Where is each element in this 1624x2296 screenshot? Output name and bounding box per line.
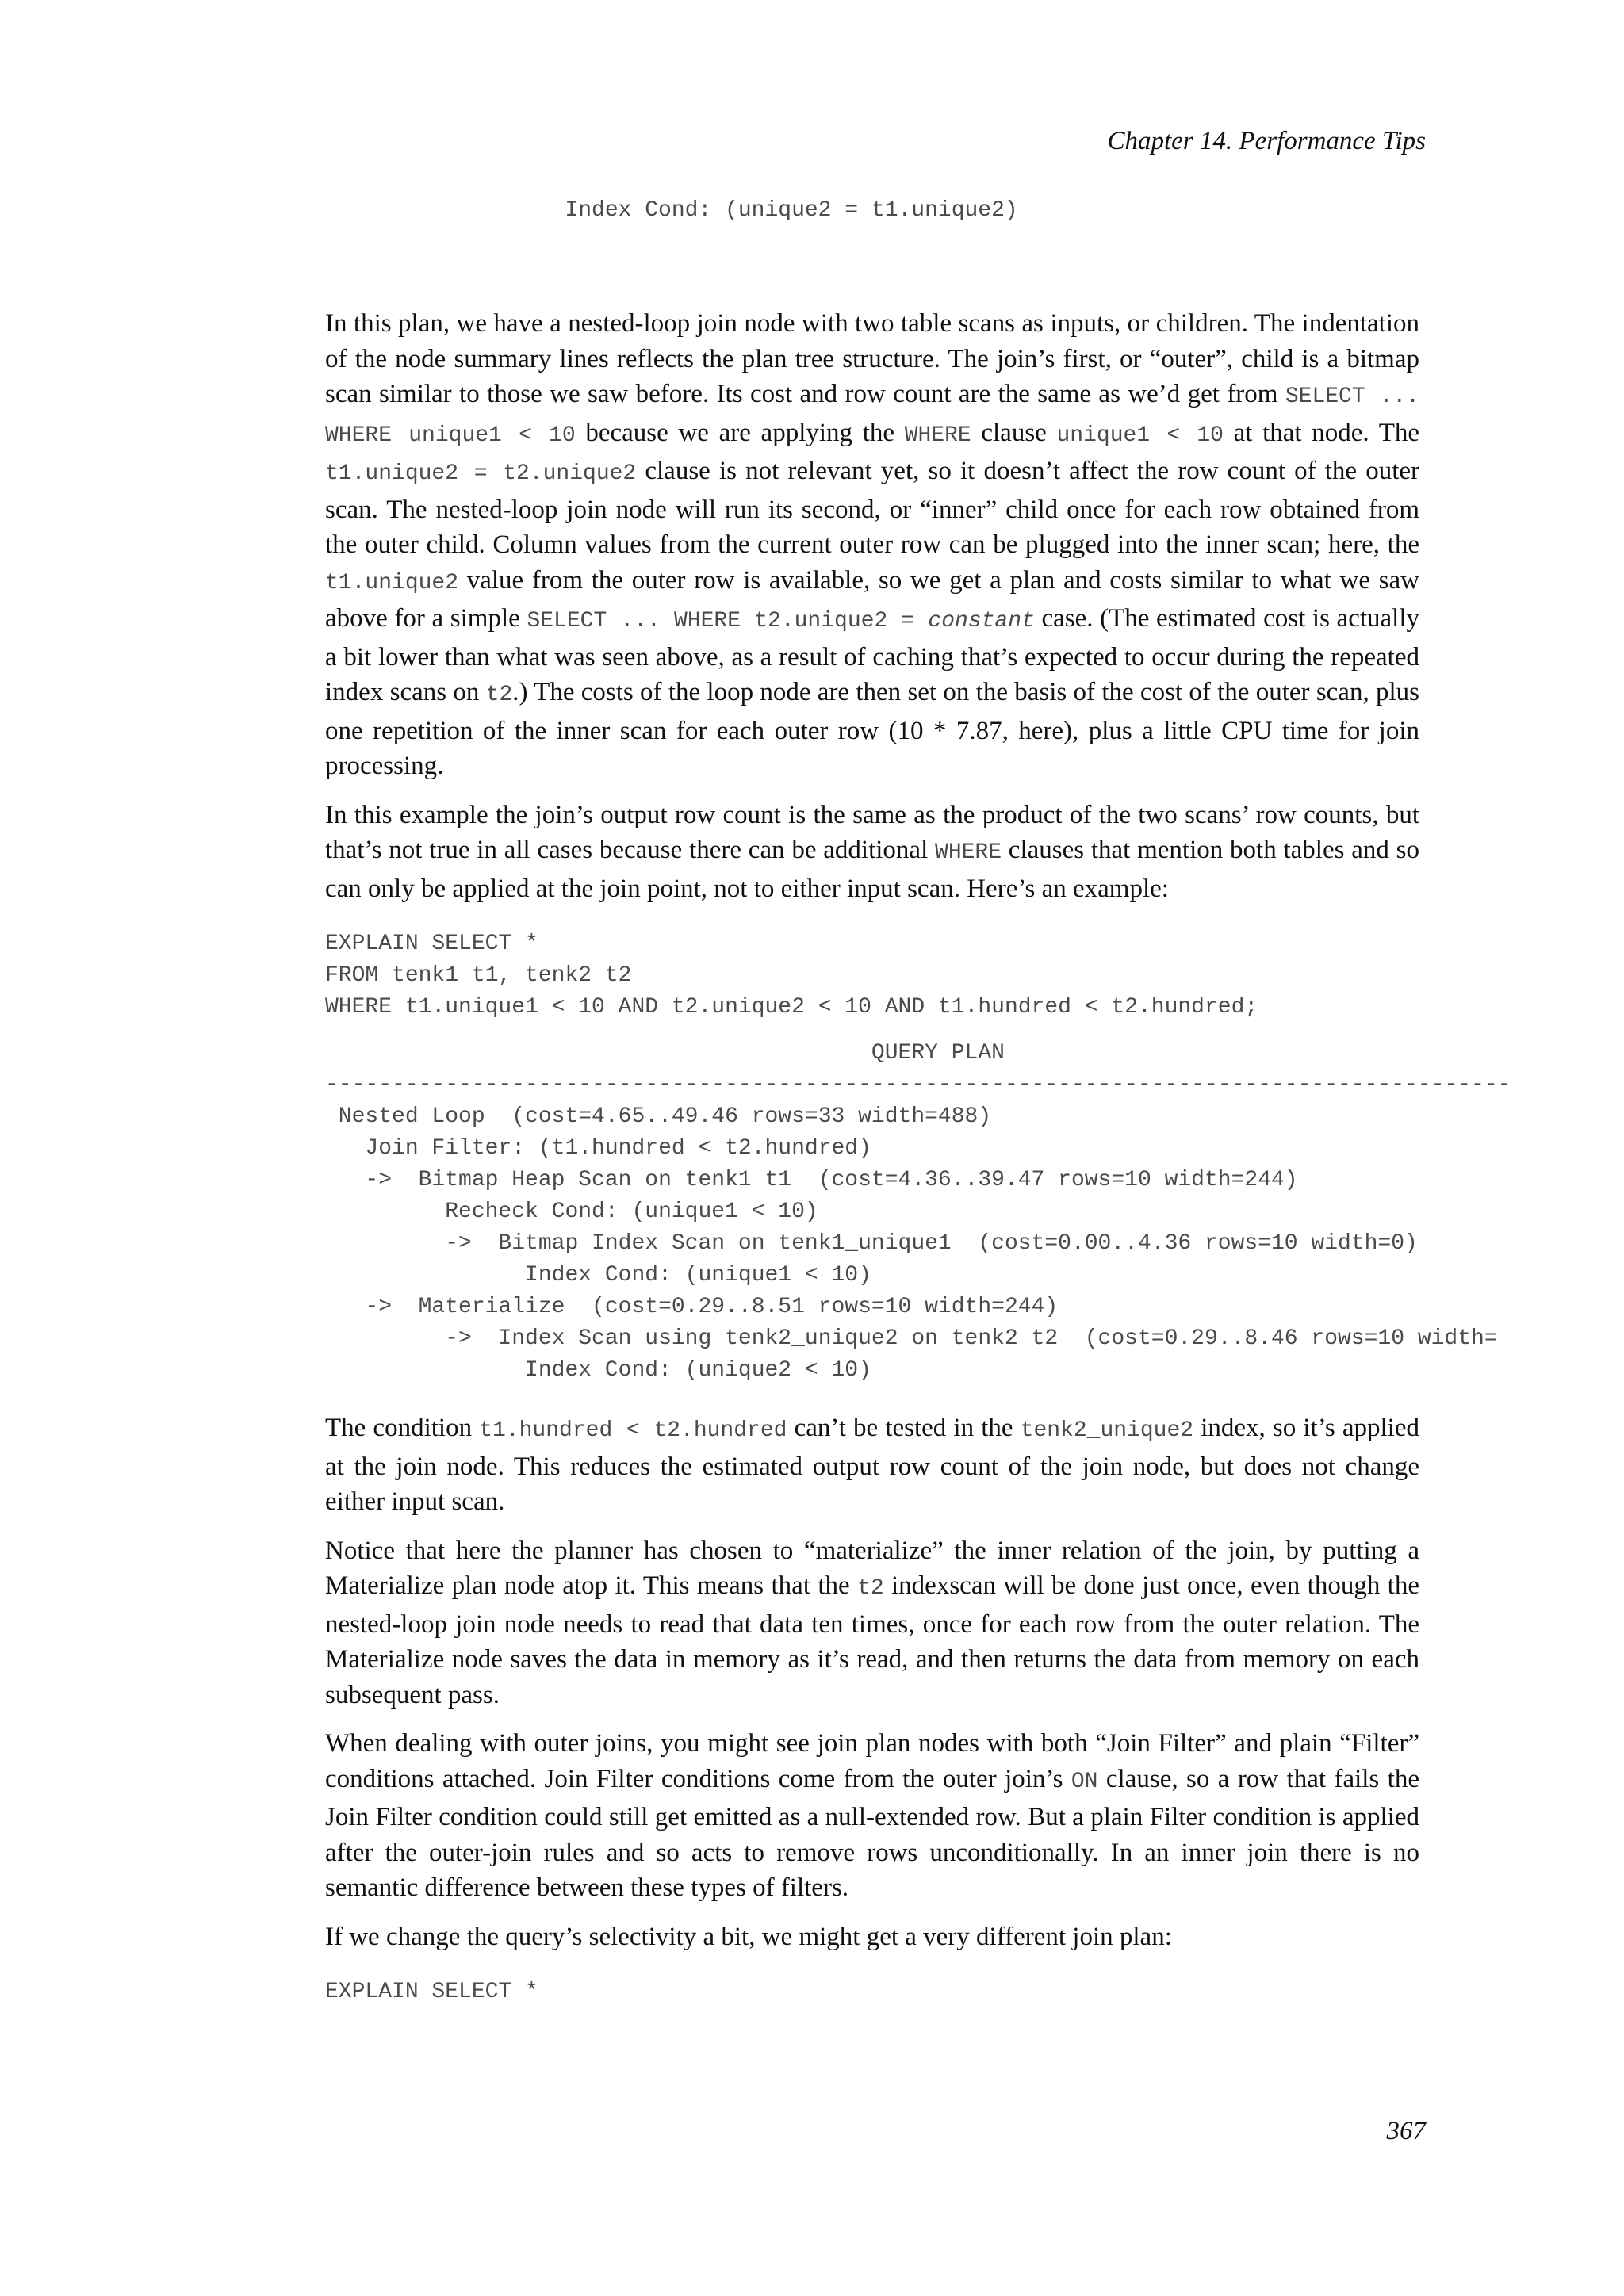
sql-line: FROM tenk1 t1, tenk2 t2: [325, 963, 632, 988]
paragraph-selectivity: If we change the query’s selectivity a bit, we might get a very different join plan:: [325, 1922, 1172, 1951]
query-plan-block: [325, 1038, 1624, 1387]
query-plan-divider: -----------------------------------------------------------------------------------------: [325, 1073, 1511, 1097]
paragraph-materialize: Notice that here the planner has chosen to “materialize” the inner relation of the join, by putting a Materialize plan node atop it. This means that the t2 indexscan will be done just once, even though the nested-loop join node needs to read that data ten times, once for each row from the outer relation. The Materialize node saves the data in memory as it’s read, and then returns the data from memory on each subsequent pass.: [325, 1536, 1419, 1709]
top-code-line: Index Cond: (unique2 = t1.unique2): [458, 198, 1018, 223]
plan-line: -> Bitmap Heap Scan on tenk1 t1 (cost=4.36..39.47 rows=10 width=244): [325, 1168, 1298, 1192]
query-plan-header: QUERY PLAN: [325, 1041, 1005, 1066]
sql-line: WHERE t1.unique1 < 10 AND t2.unique2 < 10 AND t1.hundred < t2.hundred;: [325, 995, 1258, 1020]
plan-line: Join Filter: (t1.hundred < t2.hundred): [325, 1136, 871, 1161]
sql-line: EXPLAIN SELECT *: [325, 1980, 538, 2004]
plan-line: -> Index Scan using tenk2_unique2 on tenk2 t2 (cost=0.29..8.46 rows=10 width=: [325, 1326, 1498, 1351]
running-header: Chapter 14. Performance Tips: [1107, 127, 1426, 155]
main-text: [325, 306, 1511, 2022]
paragraph-outer-joins: When dealing with outer joins, you might see join plan nodes with both “Join Filter” and plain “Filter” conditions attached. Join Filter conditions come from the outer join’s ON clause, so a row that fails the Join Filter condition could still get emitted as a null-extended row. But a plain Filter condition is applied after the outer-join rules and so acts to remove rows unconditionally. In an inner join there is no semantic difference between these types of filters.: [325, 1729, 1419, 1902]
sql-line: EXPLAIN SELECT *: [325, 932, 538, 956]
sql-example-block-2: [325, 1976, 1419, 2008]
sql-example-block: [325, 928, 1419, 1024]
plan-line: Index Cond: (unique2 < 10): [325, 1358, 871, 1383]
plan-line: Nested Loop (cost=4.65..49.46 rows=33 width=488): [325, 1104, 992, 1129]
page-number: 367: [1386, 2117, 1426, 2145]
plan-line: -> Materialize (cost=0.29..8.51 rows=10 width=244): [325, 1295, 1059, 1319]
plan-line: Index Cond: (unique1 < 10): [325, 1263, 871, 1288]
plan-line: -> Bitmap Index Scan on tenk1_unique1 (cost=0.00..4.36 rows=10 width=0): [325, 1231, 1418, 1256]
plan-line: Recheck Cond: (unique1 < 10): [325, 1200, 818, 1224]
paragraph-nested-loop-explanation: In this plan, we have a nested-loop join node with two table scans as inputs, or children. The indentation of the node summary lines reflects the plan tree structure. The join’s first, or “outer”, child is a bitmap scan similar to those we saw before. Its cost and row count are the same as we’d get from SELECT ... WHERE unique1 < 10 because we are applying the WHERE clause unique1 < 10 at that node. The t1.unique2 = t2.unique2 clause is not relevant yet, so it doesn’t affect the row count of the outer scan. The nested-loop join node will run its second, or “inner” child once for each row obtained from the outer child. Column values from the current outer row can be plugged into the inner scan; here, the t1.unique2 value from the outer row is available, so we get a plan and costs similar to what we saw above for a simple SELECT ... WHERE t2.unique2 = constant case. (The estimated cost is actually a bit lower than what was seen above, as a result of caching that’s expected to occur during the repeated index scans on t2.) The costs of the loop node are then set on the basis of the cost of the outer scan, plus one repetition of the inner scan for each outer row (10 * 7.87, here), plus a little CPU time for join processing.: [325, 309, 1420, 780]
paragraph-output-row-count: In this example the join’s output row count is the same as the product of the two scans’ row counts, but that’s not true in all cases because there can be additional WHERE clauses that mention both tables and so can only be applied at the join point, not to either input scan. Here’s an example:: [325, 800, 1419, 903]
paragraph-join-filter-condition: The condition t1.hundred < t2.hundred can’t be tested in the tenk2_unique2 index, so it’s applied at the join node. This reduces the estimated output row count of the join node, but does not change either input scan.: [325, 1414, 1419, 1516]
